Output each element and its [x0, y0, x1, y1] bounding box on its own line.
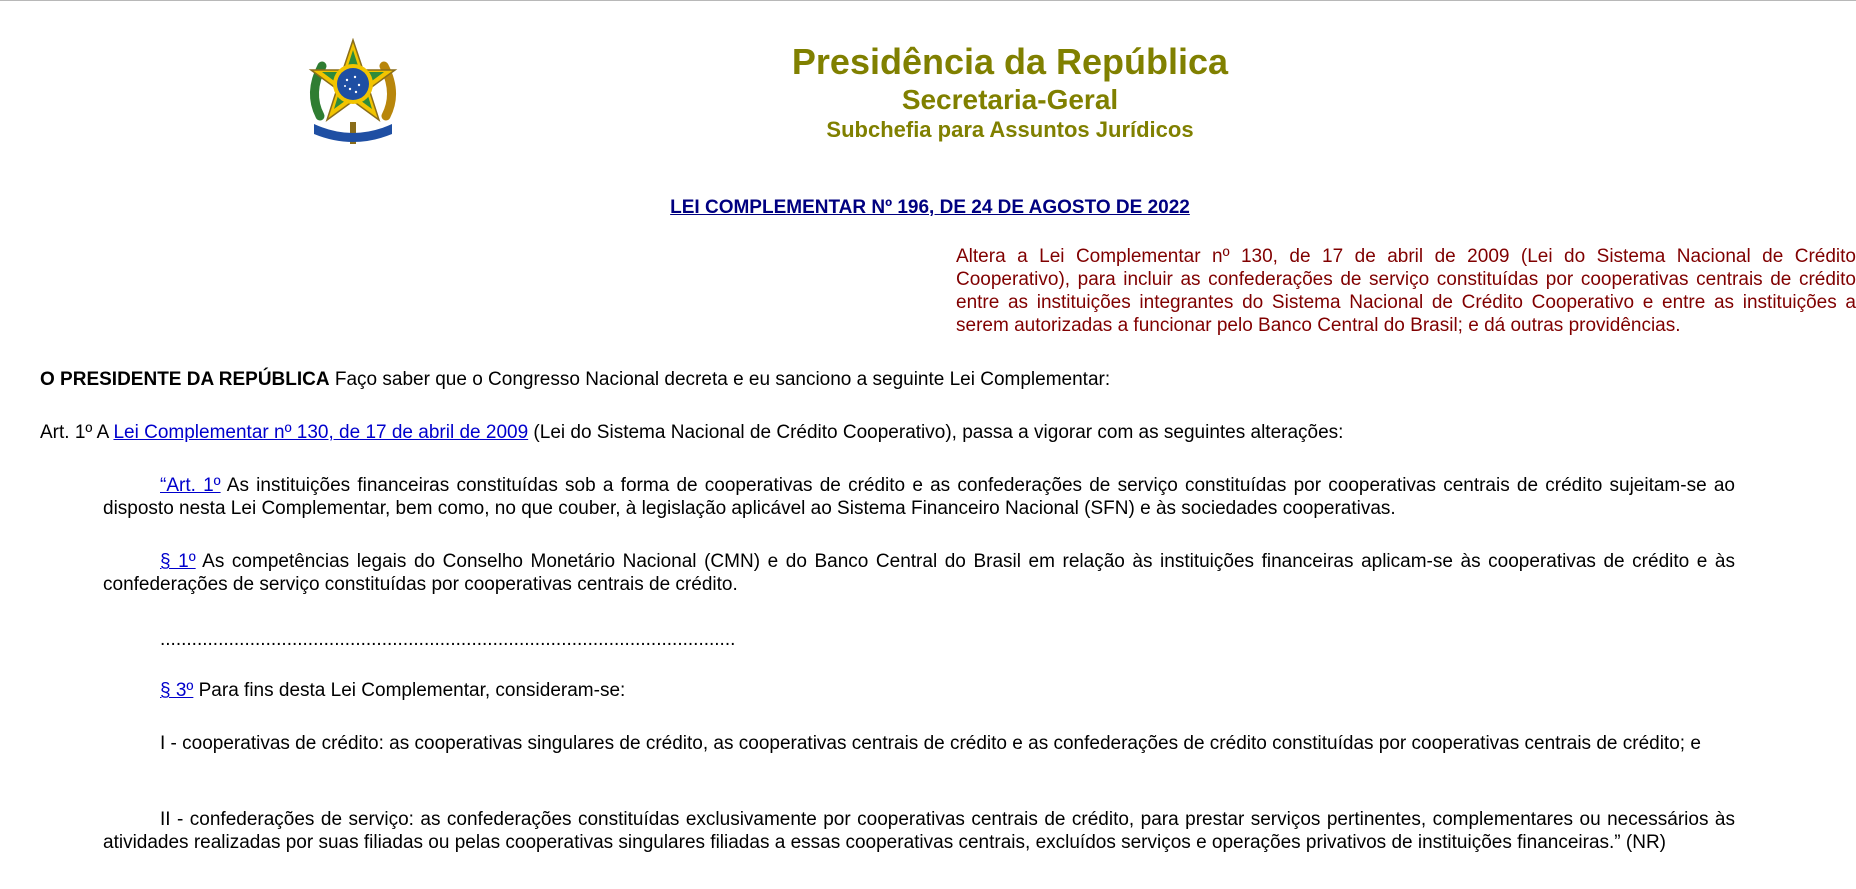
quoted-art1-paragraph: [103, 474, 1735, 520]
art1-paragraph: [40, 421, 1840, 444]
art1-prefix: Art. 1º A: [40, 422, 114, 443]
par1-paragraph: [103, 550, 1735, 596]
quoted-art1-text: As instituições financeiras constituídas sob a forma de cooperativas de crédito e as confederações de serviço constituídas por cooperativas centrais de crédito sujeitam-se ao disposto nesta Lei Complementar, bem como, no que couber, à legislação aplicável ao Sistema Financeiro Nacional (SFN) e às sociedades cooperativas.: [103, 475, 1735, 519]
par3-ref-link[interactable]: § 3º: [160, 680, 194, 701]
lc130-link[interactable]: Lei Complementar nº 130, de 17 de abril de 2009: [113, 422, 529, 443]
dots-separator: .............................................................................................................: [160, 629, 736, 650]
item2-paragraph: II - confederações de serviço: as confederações constituídas exclusivamente por cooperativas centrais de crédito, para prestar serviços pertinentes, complementares ou necessários às atividades realizadas por suas filiadas ou pelas cooperativas singulares filiadas a essas cooperativas centrais, excluídos serviços e operações privativos de instituições financeiras.” (NR): [103, 809, 1735, 853]
preamble-bold: O PRESIDENTE DA REPÚBLICA: [40, 369, 330, 390]
brazil-coat-of-arms-icon: [300, 38, 406, 148]
preamble-text: Faço saber que o Congresso Nacional decreta e eu sanciono a seguinte Lei Complementar:: [329, 369, 1111, 390]
preamble-paragraph: [40, 368, 1840, 391]
header-subchefia: Subchefia para Assuntos Jurídicos: [826, 117, 1194, 142]
top-divider: [0, 0, 1856, 1]
par3-paragraph: [103, 679, 1735, 702]
header-secretaria: Secretaria-Geral: [901, 84, 1119, 115]
item1-paragraph: I - cooperativas de crédito: as cooperativas singulares de crédito, as cooperativas centrais de crédito e as confederações de crédito constituídas por cooperativas centrais de crédito; e: [160, 733, 1701, 754]
par1-ref-link[interactable]: § 1º: [160, 551, 196, 572]
art1-ref-link[interactable]: “Art. 1º: [160, 475, 221, 496]
par1-text: As competências legais do Conselho Monetário Nacional (CMN) e do Banco Central do Brasil em relação às instituições financeiras aplicam-se às cooperativas de crédito e às confederações de serviço constituídas por cooperativas centrais de crédito.: [103, 551, 1735, 595]
law-title-link[interactable]: LEI COMPLEMENTAR Nº 196, DE 24 DE AGOSTO DE 2022: [670, 197, 1190, 218]
par3-text: Para fins desta Lei Complementar, consideram-se:: [193, 680, 626, 701]
ementa: Altera a Lei Complementar nº 130, de 17 de abril de 2009 (Lei do Sistema Nacional de Crédito Cooperativo), para incluir as confederações de serviço constituídas por cooperativas centrais de crédito entre as instituições integrantes do Sistema Nacional de Crédito Cooperativo e entre as instituições a serem autorizadas a funcionar pelo Banco Central do Brasil; e dá outras providências.: [956, 246, 1856, 336]
header-presidencia: Presidência da República: [791, 41, 1229, 82]
art1-suffix: (Lei do Sistema Nacional de Crédito Cooperativo), passa a vigorar com as seguintes alterações:: [528, 422, 1344, 443]
